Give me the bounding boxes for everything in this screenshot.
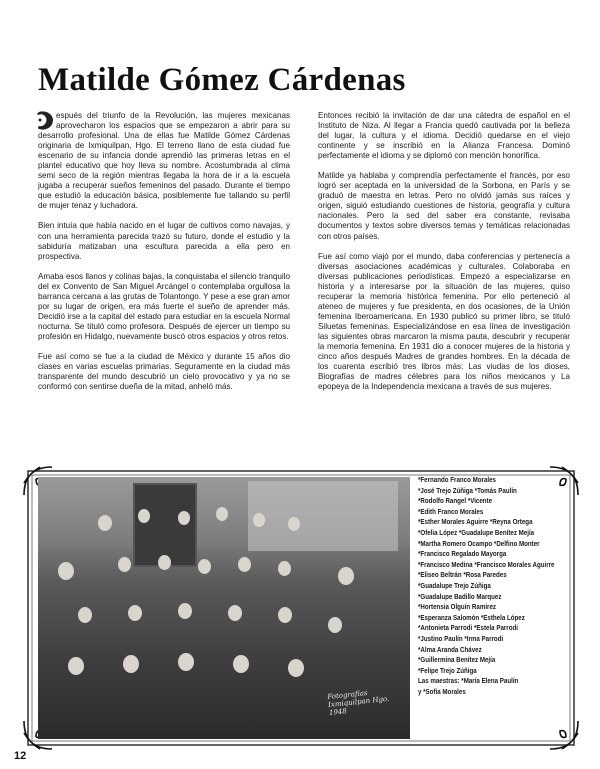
photo-face	[278, 607, 292, 623]
paragraph-text: espués del triunfo de la Revolución, las mujeres mexicanas aprovecharon los espacios que se empezaron a abrir para su desarrollo profesional. Una de ellas fue Matilde Gómez Cárdenas originaria de Ixmiquilpan, Hgo. El terreno llano de esta ciudad fue escenario de su infancia donde aprendió las primeras letras en el plantel educativo que hoy lleva su nombre. Acostumbrada al clima semi seco de la región mientras llegaba la hora de ir a la escuela jugaba a recuperar sueños femeninos del pasado. Durante el tiempo que estudió la educación básica, posiblemente fue tallando su perfil de mujer tenaz y luchadora.	[38, 111, 290, 211]
photo-with-ornamental-frame	[22, 465, 580, 751]
paragraph: Amaba esos llanos y colinas bajas, la conquistaba el silencio tranquilo del ex Convento de San Miguel Arcángel o contemplaba orgullosa la barranca cercana a las grutas de Tolantongo. Y pese a ese gran amor por su lugar de origen, era más fuerte el sueño de aprender más. Decidió irse a la capital del estado para estudiar en la escuela Normal nocturna. Se tituló como profesora. Después de ejercer un tiempo su profesión en Hidalgo, nuevamente buscó otros espacios y otros retos.	[38, 271, 290, 341]
name-line: *Edith Franco Morales	[418, 506, 484, 516]
name-line: *Guadalupe Trejo Zúñiga	[418, 580, 491, 590]
photo-face	[198, 559, 211, 574]
photo-face	[178, 511, 190, 525]
photo-face	[158, 555, 171, 570]
photo-face	[118, 557, 131, 572]
photo-face	[228, 605, 242, 621]
photo-face	[216, 507, 228, 521]
photo-mural	[248, 481, 398, 551]
name-line: y *Sofía Morales	[418, 686, 466, 696]
paragraph: Fue así como viajó por el mundo, daba conferencias y pertenecía a diversas asociaciones académicas y culturales. Colaboraba en diversas publicaciones periodísticas. Empezó a especializarse en historia y a interesarse por la situación de las mujeres, quiso recuperar la memoria histórica femenina. Por ello perteneció al ateneo de mujeres y fue presidenta, en dos ocasiones, de la Unión femenina Iberoamericana. En 1930 publicó su primer libro, se tituló Siluetas femeninas. Especializándose en esa línea de investigación las siguientes obras marcaron la misma pauta, descubrir y recuperar la memoria femenina. En 1931 dio a conocer mujeres de la historia y cinco años después Madres de grandes hombres. En la década de los cuarenta escribió tres libros más: Las viudas de los dioses, Biografías de madres célebres para los niños mexicanos y La epopeya de la Independencia mexicana a través de sus mujeres.	[318, 251, 570, 392]
photo-face	[288, 659, 304, 677]
photo-face	[138, 509, 150, 523]
name-line: *Eliseo Beltrán *Rosa Paredes	[418, 570, 507, 580]
page-number: 12	[14, 750, 27, 762]
paragraph: Fue así como se fue a la ciudad de México y durante 15 años dio clases en varias escuelas primarias. Seguramente en la ciudad más transparente del mundo descubrió un cielo provocativo y ya no se conformó con sentirse dueña de la mitad, anheló más.	[38, 351, 290, 392]
name-line: *Guillermina Benítez Mejía	[418, 655, 496, 665]
name-line: *Esperanza Salomón *Esthela López	[418, 612, 525, 622]
ornamental-dropcap	[38, 111, 54, 129]
right-text-column	[318, 111, 570, 402]
name-line: *Justino Paulín *Irma Parrodi	[418, 633, 504, 643]
photo-face	[238, 557, 251, 572]
photo-face	[328, 617, 342, 633]
paragraph: Matilde ya hablaba y comprendía perfectamente el francés, por eso logró ser aceptada en la universidad de la Sorbona, en París y se graduó de maestra en letras. Pero no olvidó jamás sus raíces y origen, siguió estudiando cuestiones de historia, geografía y cultura nacionales. Pero la sed del saber era constante, revisaba documentos y textos sobre diversos temas y temáticas relacionadas con otros países.	[318, 171, 570, 241]
photo-face	[338, 567, 354, 585]
photo-face	[233, 655, 249, 673]
name-line: *Francisco Medina *Francisco Morales Aguirre	[418, 559, 555, 569]
photo-face	[178, 603, 192, 619]
name-line: *José Trejo Zúñiga *Tomás Paulín	[418, 485, 517, 495]
school-group-photo	[38, 477, 410, 739]
photo-face	[288, 517, 300, 531]
photo-face	[178, 653, 194, 671]
photo-face	[58, 562, 74, 580]
name-line: *Martha Romero Ocampo *Delfino Monter	[418, 538, 540, 548]
photo-names-list	[418, 475, 555, 697]
photo-face	[128, 605, 142, 621]
name-line: *Hortensia Olguín Ramírez	[418, 602, 496, 612]
name-line: *Alma Aranda Chávez	[418, 644, 482, 654]
name-line: *Ofelia López *Guadalupe Benítez Mejía	[418, 527, 535, 537]
paragraph: Entonces recibió la invitación de dar una cátedra de español en el Instituto de Niza. Al llegar a Francia quedó cautivada por la belleza del lugar, la cultura y el idioma. Decidió quedarse en el viejo continente y se inscribió en la Alianza Francesa. Dominó perfectamente el idioma y se diplomó con mención honorífica.	[318, 111, 570, 161]
photo-face	[68, 657, 84, 675]
name-line: *Felipe Trejo Zúñiga	[418, 665, 477, 675]
name-line: *Antonieta Parrodi *Estela Parrodi	[418, 623, 518, 633]
name-line: *Francisco Regalado Mayorga	[418, 549, 507, 559]
left-text-column	[38, 111, 290, 402]
name-line: *Esther Morales Aguirre *Reyna Ortega	[418, 517, 533, 527]
name-line: *Rodolfo Rangel *Vicente	[418, 496, 493, 506]
photo-face	[78, 607, 92, 623]
photo-studio-caption: Fotografías Ixmiquilpan Hgo. 1948	[326, 688, 390, 718]
name-line: *Guadalupe Badillo Marquez	[418, 591, 502, 601]
photo-face	[278, 561, 291, 576]
paragraph	[38, 111, 290, 211]
photo-face	[98, 515, 112, 531]
photo-face	[253, 513, 265, 527]
article-title: Matilde Gómez Cárdenas	[38, 62, 406, 98]
paragraph: Bien intuía que había nacido en el lugar de cultivos como navajas, y con una herramienta parecida trazó su futuro, donde el estudio y la sabiduría matizaban una escultura parecida a ella pero en prospectiva.	[38, 221, 290, 261]
name-line: *Fernando Franco Morales	[418, 475, 496, 484]
name-line: Las maestras: *María Elena Paulín	[418, 676, 519, 686]
photo-face	[123, 655, 139, 673]
